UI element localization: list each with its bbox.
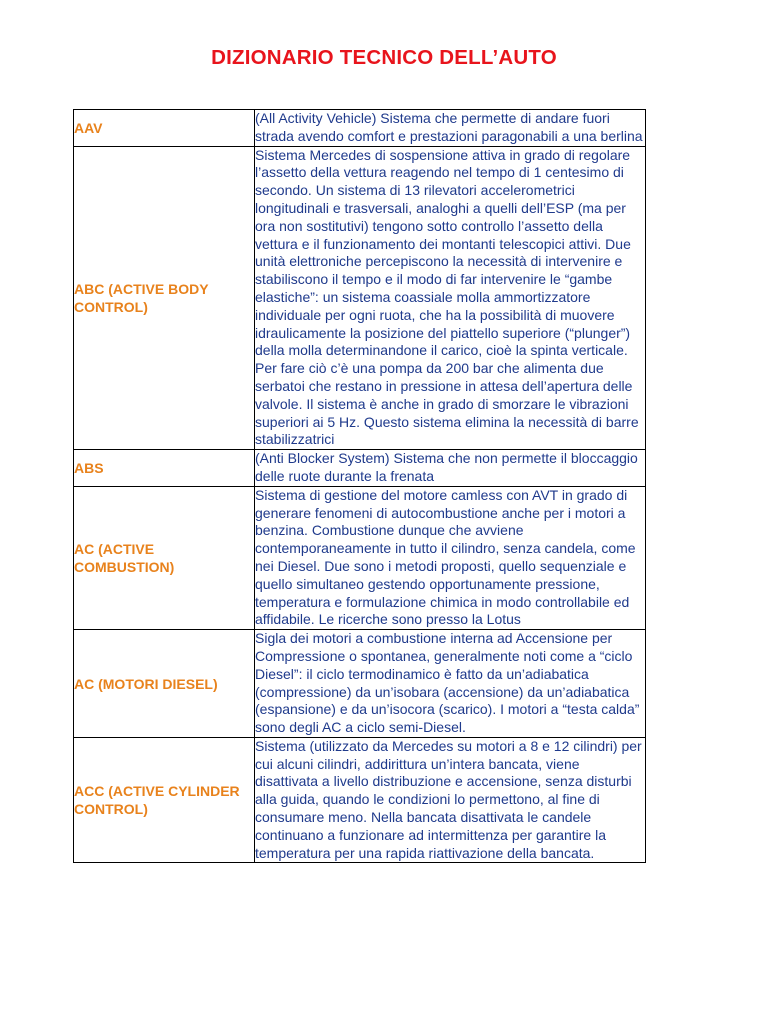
definition-cell: Sistema Mercedes di sospensione attiva in grado di regolare l’assetto della vettura reagendo nel tempo di 1 centesimo di secondo. Un sistema di 13 rilevatori accelerometrici longitudinali e trasversali, analoghi a quelli dell’ESP (ma per ora non sostitutivi) tengono sotto controllo l’assetto della vettura e il funzionamento dei montanti telescopici attivi. Due unità elettroniche percepiscono la necessità di intervenire e stabiliscono il tempo e il modo di far intervenire le “gambe elastiche”: un sistema coassiale molla ammortizzatore individuale per ogni ruota, che ha la possibilità di muovere idraulicamente la posizione del piattello superiore (“plunger”) della molla determinandone il carico, cioè la spinta verticale. Per fare ciò c’è una pompa da 200 bar che alimenta due serbatoi che restano in pressione in attesa dell’apertura delle valvole. Il sistema è anche in grado di smorzare le vibrazioni superiori ai 5 Hz. Questo sistema elimina la necessità di barre stabilizzatrici xyxy=(255,146,646,450)
table-row xyxy=(74,146,646,450)
table-row xyxy=(74,450,646,487)
table-row xyxy=(74,110,646,147)
table-row xyxy=(74,630,646,738)
table-row xyxy=(74,486,646,629)
term-cell: AAV xyxy=(74,110,255,147)
definition-cell: (Anti Blocker System) Sistema che non permette il bloccaggio delle ruote durante la frenata xyxy=(255,450,646,487)
term-cell: ACC (ACTIVE CYLINDER CONTROL) xyxy=(74,737,255,863)
dictionary-table xyxy=(73,109,646,863)
definition-cell: Sistema (utilizzato da Mercedes su motori a 8 e 12 cilindri) per cui alcuni cilindri, addirittura un’intera bancata, viene disattivata a livello distribuzione e accensione, senza disturbi alla guida, quando le condizioni lo permettono, al fine di consumare meno. Nella bancata disattivata le candele continuano a funzionare ad intermittenza per garantire la temperatura per una rapida riattivazione della bancata. xyxy=(255,737,646,863)
term-cell: AC (ACTIVE COMBUSTION) xyxy=(74,486,255,629)
table-row xyxy=(74,737,646,863)
term-cell: ABC (ACTIVE BODY CONTROL) xyxy=(74,146,255,450)
term-cell: AC (MOTORI DIESEL) xyxy=(74,630,255,738)
term-cell: ABS xyxy=(74,450,255,487)
definition-cell: Sistema di gestione del motore camless con AVT in grado di generare fenomeni di autocombustione anche per i motori a benzina. Combustione dunque che avviene contemporaneamente in tutto il cilindro, senza candela, come nei Diesel. Due sono i metodi proposti, quello sequenziale e quello simultaneo gestendo opportunamente pressione, temperatura e formulazione chimica in modo controllabile ed affidabile. Le ricerche sono presso la Lotus xyxy=(255,486,646,629)
page-title: DIZIONARIO TECNICO DELL’AUTO xyxy=(211,46,557,69)
definition-cell: (All Activity Vehicle) Sistema che permette di andare fuori strada avendo comfort e prestazioni paragonabili a una berlina xyxy=(255,110,646,147)
definition-cell: Sigla dei motori a combustione interna ad Accensione per Compressione o spontanea, generalmente noti come a “ciclo Diesel”: il ciclo termodinamico è fatto da un’adiabatica (compressione) da un’isobara (accensione) da un’adiabatica (espansione) e da un’isocora (scarico). I motori a “testa calda” sono degli AC a ciclo semi-Diesel. xyxy=(255,630,646,738)
